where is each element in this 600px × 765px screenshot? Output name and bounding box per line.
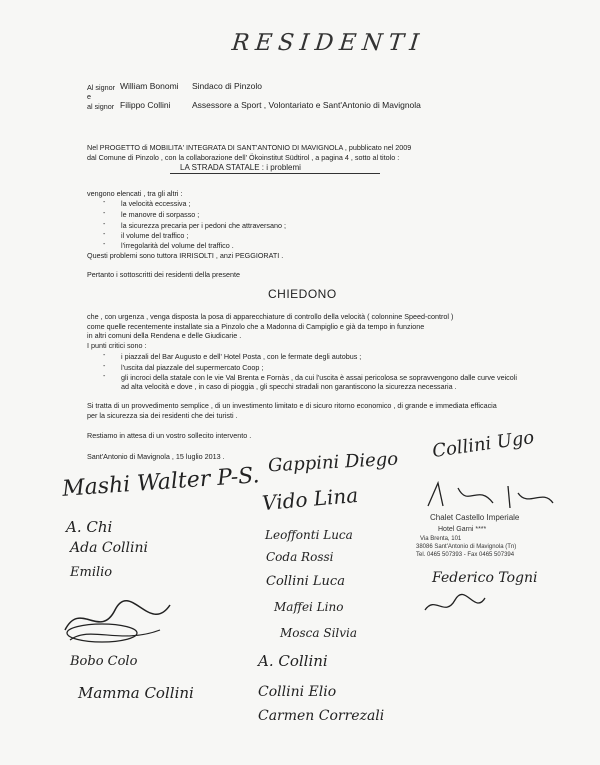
addressee-connector: e: [87, 92, 91, 101]
handwritten-title: RESIDENTI: [230, 30, 427, 56]
signature: Mashi Walter P-S.: [61, 463, 261, 502]
request-line-1: che , con urgenza , venga disposta la posa di apparecchiature di controllo della velocità ( colonnine Speed-control ): [87, 312, 454, 321]
critical-point: i piazzali del Bar Augusto e dell' Hotel Posta , con le fermate degli autobus ;: [121, 352, 362, 361]
signature: Mosca Silvia: [280, 626, 358, 640]
signature-scribble: [418, 478, 558, 513]
signature: A. Chi: [66, 518, 113, 536]
bullet-dash: -: [103, 231, 106, 238]
signature: Ada Collini: [70, 540, 148, 556]
bullet-dash: -: [103, 363, 106, 370]
critical-point: l'uscita dal piazzale del supermercato Coop ;: [121, 363, 264, 372]
stamp-street: Via Brenta, 101: [420, 536, 462, 542]
bullet-dash: -: [103, 210, 106, 217]
request-lead: Pertanto i sottoscritti dei residenti della presente: [87, 270, 241, 279]
addressee-2-prefix: al signor: [87, 102, 115, 111]
critical-point: gli incroci della statale con le vie Val Brenta e Fornàs , da cui l'uscita è assai pericolosa se sopravvengono dalle curve veicoli: [121, 373, 517, 382]
bullet-dash: -: [103, 241, 106, 248]
addressee-1-role: Sindaco di Pinzolo: [192, 81, 262, 91]
intro-line-1: Nel PROGETTO di MOBILITA' INTEGRATA DI SANT'ANTONIO DI MAVIGNOLA , pubblicato nel 2009: [87, 143, 412, 152]
problem-item: il volume del traffico ;: [121, 231, 189, 240]
signature: Collini Luca: [266, 574, 345, 589]
signature: Emilio: [70, 565, 113, 580]
signature: Vido Lina: [261, 482, 360, 516]
signature-scribble: [420, 590, 490, 620]
place-date: Sant'Antonio di Mavignola , 15 luglio 2013 .: [87, 452, 225, 461]
critical-point-continued: ad alta velocità e dove , in caso di pioggia , gli specchi stradali non garantiscono la sicurezza necessaria .: [121, 382, 457, 391]
stamp-name: Chalet Castello Imperiale: [430, 513, 520, 522]
signature-scribble: [62, 618, 152, 648]
request-line-3: in altri comuni della Rendena e delle Giudicarie .: [87, 331, 242, 340]
signature: Bobo Colo: [70, 654, 138, 669]
signature: A. Collini: [258, 652, 328, 670]
signature: Carmen Correzali: [258, 708, 385, 724]
stamp-phone: Tel. 0465 507393 - Fax 0465 507394: [416, 552, 515, 558]
signature: Mamma Collini: [78, 684, 194, 702]
signature: Collini Ugo: [431, 426, 536, 463]
bullet-dash: -: [103, 373, 106, 380]
bullet-dash: -: [103, 221, 106, 228]
bullet-dash: -: [103, 199, 106, 206]
intro-line-2: dal Comune di Pinzolo , con la collaborazione dell' Ökoinstitut Südtirol , a pagina 4 , sotto al titolo :: [87, 153, 400, 162]
closing-line-3: Restiamo in attesa di un vostro sollecito intervento .: [87, 431, 252, 440]
signature: Federico Togni: [432, 570, 538, 586]
signature: Leoffonti Luca: [265, 528, 353, 542]
request-line-2: come quelle recentemente installate sia a Pinzolo che a Madonna di Campiglio e già da tempo in funzione: [87, 322, 425, 331]
bullet-dash: -: [103, 352, 106, 359]
points-lead: I punti critici sono :: [87, 341, 147, 350]
problem-item: l'irregolarità del volume del traffico .: [121, 241, 234, 250]
signature: Maffei Lino: [274, 600, 344, 614]
signature: Coda Rossi: [266, 550, 334, 564]
problem-item: le manovre di sorpasso ;: [121, 210, 200, 219]
stamp-city: 38086 Sant'Antonio di Mavignola (Tn): [416, 544, 517, 550]
addressee-2-role: Assessore a Sport , Volontariato e Sant'Antonio di Mavignola: [192, 100, 421, 110]
closing-line-2: per la sicurezza sia dei residenti che dei turisti .: [87, 411, 238, 420]
addressee-1-name: William Bonomi: [120, 81, 179, 91]
addressee-2-name: Filippo Collini: [120, 100, 171, 110]
problems-closing: Questi problemi sono tuttora IRRISOLTI , anzi PEGGIORATI .: [87, 251, 284, 260]
problems-lead: vengono elencati , tra gli altri :: [87, 189, 183, 198]
signature: Gappini Diego: [267, 448, 399, 477]
problem-item: la sicurezza precaria per i pedoni che attraversano ;: [121, 221, 287, 230]
strada-heading: LA STRADA STATALE : i problemi: [180, 163, 301, 172]
stamp-hotel: Hotel Garni ****: [438, 526, 487, 533]
signature: Collini Elio: [258, 684, 337, 700]
problem-item: la velocità eccessiva ;: [121, 199, 191, 208]
chiedono-heading: CHIEDONO: [268, 287, 337, 301]
closing-line-1: Si tratta di un provvedimento semplice , di un investimento limitato e di sicuro ritorno economico , di grande e immediata efficacia: [87, 401, 497, 410]
addressee-1-prefix: Al signor: [87, 83, 115, 92]
